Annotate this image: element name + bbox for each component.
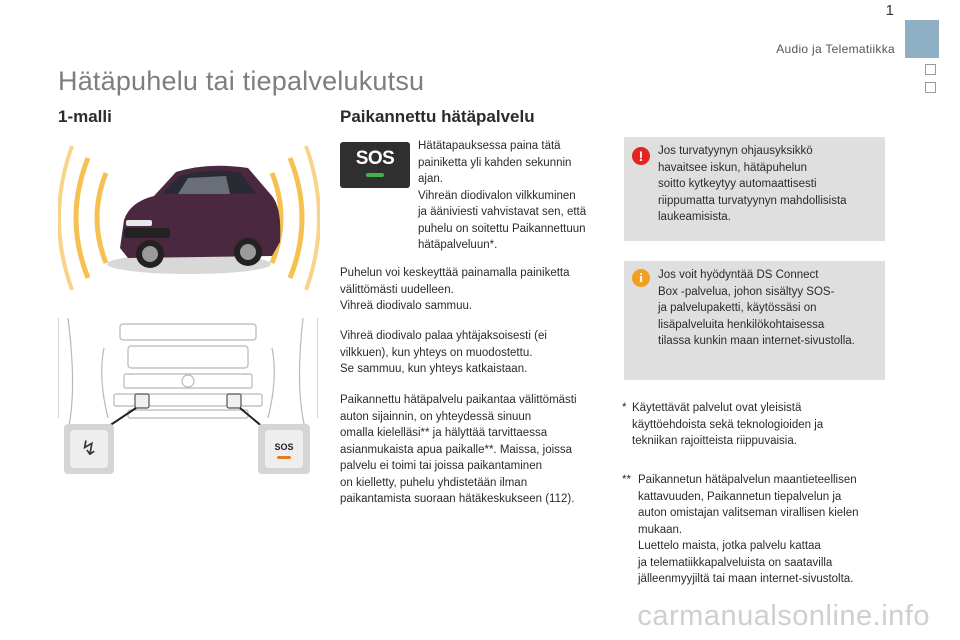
- sos-panel-led: [277, 456, 291, 459]
- text-line: hätäpalveluun*.: [418, 239, 498, 251]
- square-icon: [925, 64, 936, 75]
- sos-panel-button: [265, 430, 303, 468]
- text-line: Vihreä diodivalo sammuu.: [340, 300, 473, 312]
- text-line: tilassa kunkin maan internet-sivustolla.: [658, 335, 855, 347]
- text-line: jälleenmyyjiltä tai maan internet-sivustolta.: [638, 573, 854, 585]
- text-line: Käytettävät palvelut ovat yleisistä: [632, 402, 802, 414]
- text-line: Hätätapauksessa paina tätä: [418, 140, 561, 152]
- text-line: soitto kytkeytyy automaattisesti: [658, 178, 817, 190]
- sos-panel-label: SOS: [274, 442, 294, 452]
- text-line: mukaan.: [638, 523, 683, 536]
- assistance-icon: ↯: [80, 438, 98, 460]
- text-line: välittömästi uudelleen.: [340, 283, 454, 296]
- footnote-2: [638, 472, 859, 588]
- exclamation-icon: !: [632, 147, 650, 165]
- sos-button-image: [340, 142, 410, 188]
- text-line: Box -palvelua, johon sisältyy SOS-: [658, 285, 835, 298]
- footnote-marker: *: [622, 402, 627, 414]
- chapter-title: Audio ja Telematiikka: [776, 42, 895, 56]
- text-line: ja palvelupaketti, käytössäsi on: [658, 302, 817, 314]
- text-line: käyttöehdoista sekä teknologioiden ja: [632, 418, 824, 431]
- chapter-tab: [905, 20, 939, 58]
- page-number: 1: [885, 2, 894, 19]
- text-line: Jos voit hyödyntää DS Connect: [658, 269, 819, 281]
- text-line: Paikannettu hätäpalvelu paikantaa välittömästi: [340, 394, 577, 406]
- dashboard-illustration: [58, 318, 318, 483]
- text-line: Vihreä diodivalo palaa yhtäjaksoisesti (ei: [340, 330, 547, 342]
- text-line: painiketta yli kahden sekunnin: [418, 156, 572, 169]
- text-line: palvelu ei toimi tai joissa paikantaminen: [340, 460, 542, 472]
- text-line: havaitsee iskun, hätäpuhelun: [658, 161, 807, 174]
- watermark: carmanualsonline.info: [637, 600, 930, 632]
- square-icon: [925, 82, 936, 93]
- assistance-button: [70, 430, 108, 468]
- sos-button-label: SOS: [355, 148, 395, 169]
- page-title: Hätäpuhelu tai tiepalvelukutsu: [58, 66, 425, 96]
- paragraph-cancel: [340, 265, 570, 315]
- text-line: Se sammuu, kun yhteys katkaistaan.: [340, 363, 528, 375]
- text-line: auton sijainnin, on yhteydessä sinuun: [340, 410, 532, 423]
- text-line: tekniikan rajoitteista riippuvaisia.: [632, 435, 797, 447]
- info-icon: i: [632, 269, 650, 287]
- info-box: [624, 261, 885, 380]
- text-line: Jos turvatyynyn ohjausyksikkö: [658, 145, 813, 157]
- car-illustration: [58, 138, 320, 298]
- text-line: paikantamista suoraan hätäkeskukseen (112).: [340, 493, 575, 505]
- text-line: Puhelun voi keskeyttää painamalla painiketta: [340, 267, 570, 279]
- text-line: Paikannetun hätäpalvelun maantieteellisen: [638, 474, 857, 486]
- text-line: auton omistajan valitseman virallisen kielen: [638, 507, 859, 519]
- text-line: vilkkuen), kun yhteys on muodostettu.: [340, 346, 533, 359]
- text-line: ja ääniviesti vahvistavat sen, että: [418, 206, 587, 218]
- text-line: on kielletty, puhelu yhdistetään ilman: [340, 476, 528, 489]
- info-text: [658, 267, 855, 350]
- text-line: laukeamisista.: [658, 211, 731, 223]
- intro-text: [418, 138, 586, 254]
- text-line: ja telematiikkapalveluista on saatavilla: [638, 556, 833, 569]
- sos-led: [366, 173, 384, 177]
- footnote-1: [632, 400, 823, 450]
- section-heading: Paikannettu hätäpalvelu: [340, 107, 535, 126]
- warning-box: [624, 137, 885, 241]
- warning-text: [658, 143, 847, 226]
- text-line: riippumatta turvatyynyn mahdollisista: [658, 194, 847, 207]
- text-line: lisäpalveluita henkilökohtaisessa: [658, 318, 825, 331]
- text-line: Vihreän diodivalon vilkkuminen: [418, 189, 576, 202]
- text-line: ajan.: [418, 173, 443, 185]
- text-line: Luettelo maista, jotka palvelu kattaa: [638, 540, 821, 552]
- model-heading: 1-malli: [58, 107, 112, 126]
- text-line: puhelu on soitettu Paikannettuun: [418, 222, 586, 235]
- paragraph-led: [340, 328, 547, 378]
- text-line: asianmukaista apua paikalle**. Maissa, joissa: [340, 443, 573, 456]
- text-line: kattavuuden, Paikannetun tiepalvelun ja: [638, 490, 842, 503]
- footnote-marker: **: [622, 474, 631, 486]
- text-line: omalla kielelläsi** ja hälyttää tarvittaessa: [340, 427, 548, 439]
- paragraph-location: [340, 392, 577, 508]
